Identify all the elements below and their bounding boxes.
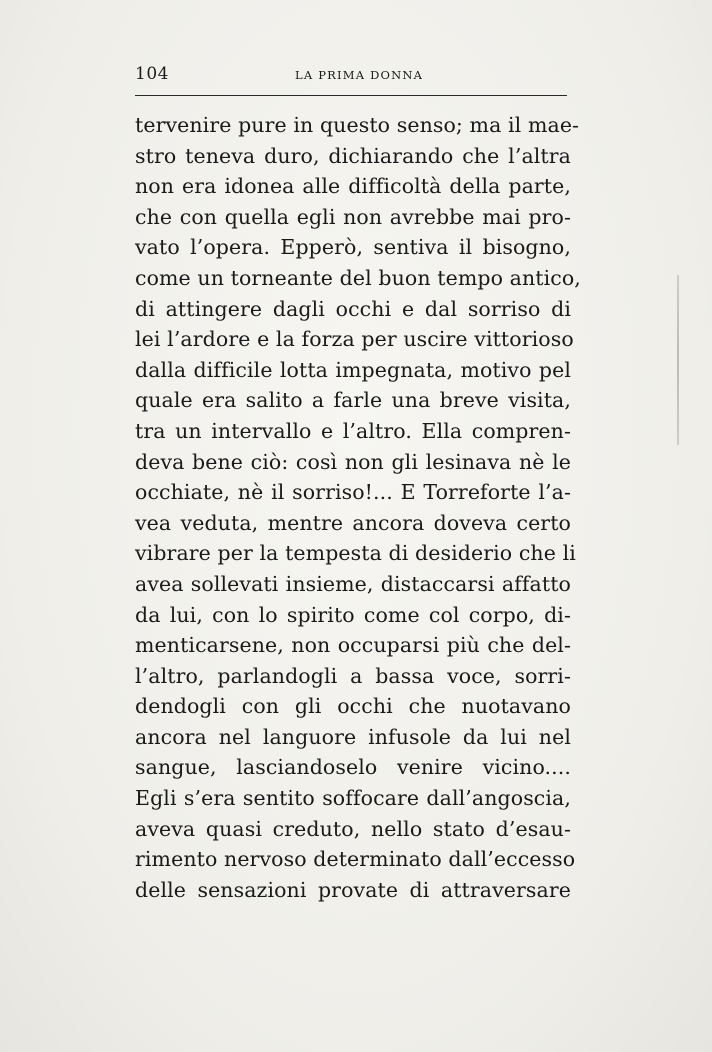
- text-line: l’altro, parlandogli a bassa voce, sorri-: [135, 663, 571, 688]
- text-line: come un torneante del buon tempo antico,: [135, 265, 581, 290]
- text-line: ancora nel languore infusole da lui nel: [135, 724, 571, 749]
- text-line: aveva quasi creduto, nello stato d’esau-: [135, 816, 571, 841]
- text-line: dendogli con gli occhi che nuotavano: [135, 694, 571, 719]
- header-rule: [135, 95, 567, 96]
- text-line: tervenire pure in questo senso; ma il mae-: [135, 113, 580, 137]
- text-line: non era idonea alle difficoltà della parte,: [135, 174, 571, 199]
- text-line: tra un intervallo e l’altro. Ella compren-: [135, 418, 571, 443]
- text-line: da lui, con lo spirito come col corpo, di-: [135, 602, 571, 627]
- text-line: avea sollevati insieme, distaccarsi affatto: [135, 571, 571, 596]
- text-line: delle sensazioni provate di attraversare: [135, 877, 571, 902]
- page-number: 104: [135, 64, 169, 84]
- text-line: che con quella egli non avrebbe mai pro-: [135, 204, 571, 229]
- text-line: menticarsene, non occuparsi più che del-: [135, 633, 571, 658]
- page-header: [135, 62, 567, 90]
- margin-mark: [677, 275, 679, 445]
- text-line: deva bene ciò: così non gli lesinava nè le: [135, 449, 571, 474]
- body-text: [135, 110, 581, 905]
- text-line: vea veduta, mentre ancora doveva certo: [135, 510, 571, 535]
- text-line: vato l’opera. Epperò, sentiva il bisogno,: [135, 235, 571, 260]
- text-line: lei l’ardore e la forza per uscire vittorioso: [135, 327, 574, 352]
- text-line: quale era salito a farle una breve visita,: [135, 388, 571, 413]
- text-line: rimento nervoso determinato dall’eccesso: [135, 847, 576, 872]
- text-line: Egli s’era sentito soffocare dall’angoscia,: [135, 786, 571, 811]
- text-line: di attingere dagli occhi e dal sorriso di: [135, 296, 571, 321]
- text-line: vibrare per la tempesta di desiderio che li: [135, 541, 576, 566]
- running-title: LA PRIMA DONNA: [295, 68, 424, 82]
- text-line: dalla difficile lotta impegnata, motivo pel: [135, 357, 571, 382]
- text-line: stro teneva duro, dichiarando che l’altra: [135, 143, 571, 168]
- text-line: occhiate, nè il sorriso!... E Torreforte l’a-: [135, 480, 571, 505]
- text-line: sangue, lasciandoselo venire vicino....: [135, 755, 571, 780]
